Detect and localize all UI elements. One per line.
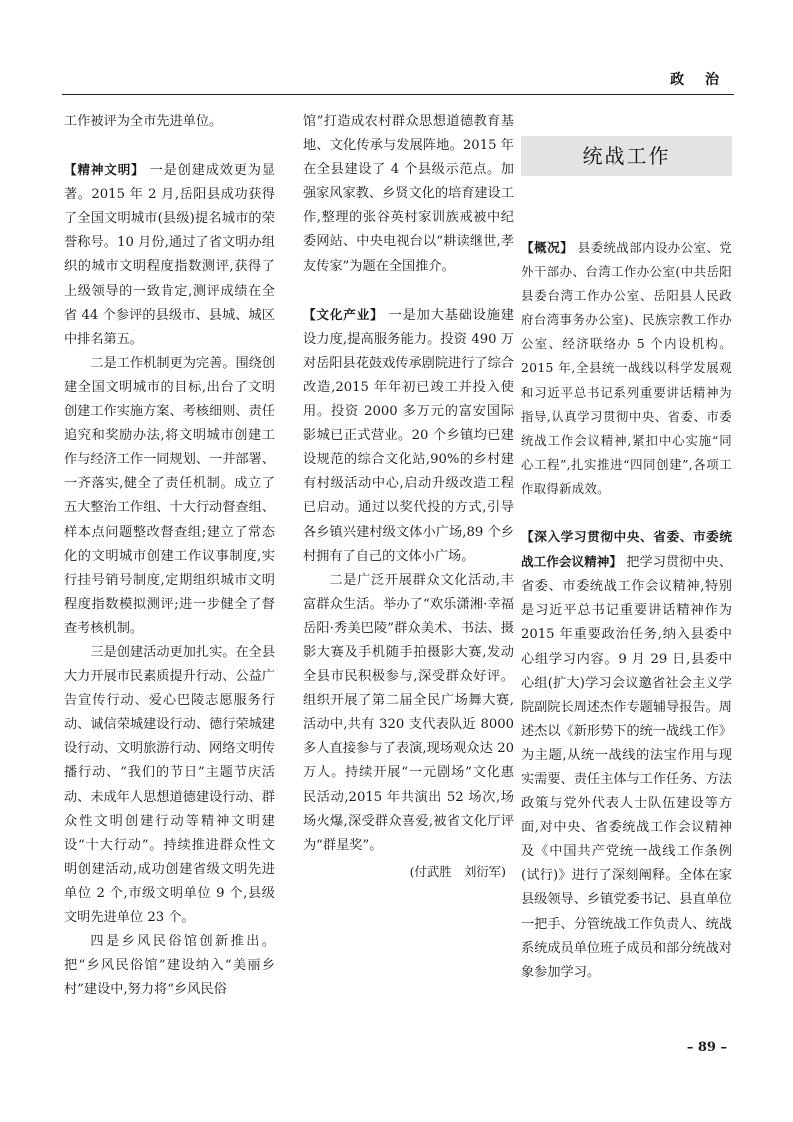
entry-text: 县委统战部内设办公室、党外干部办、台湾工作办公室(中共岳阳县委台湾工作办公室、岳阳县人民政府台湾事务办公室)、民族宗教工作办公室、经济联络办 5 个内设机构。2015 年,全县统一战线以科学发展观和习近平总书记系列重要讲话精神为指导,认真学习贯彻中央、省委、市委统战工作会议精神,紧扣中心实施“同心工程”,扎实推进“四同创建”,各项工作取得新成效。 <box>521 240 732 496</box>
entry-heading: 【精神文明】 <box>64 162 145 178</box>
paragraph: 四是乡风民俗馆创新推出。把“乡风民俗馆”建设纳入“美丽乡村”建设中,努力将“乡风民俗 <box>64 934 275 998</box>
entry-jingshen-wenming <box>64 158 275 352</box>
entry-text: 一是创建成效更为显著。2015 年 2 月,岳阳县成功获得了全国文明城市(县级)提名城市的荣誉称号。10 月份,通过了省文明办组织的城市文明程度指数测评,获得了上级领导的一致肯定,测评成绩在全省 44 个参评的县级市、县城、城区中排名第五。 <box>64 163 276 347</box>
column-3 <box>521 110 732 985</box>
column-1 <box>64 110 275 1002</box>
paragraph-continuation: 馆”打造成农村群众思想道德教育基地、文化传承与发展阵地。2015 年在全县建设了 4 个县级示范点。加强家风家教、乡贤文化的培育建设工作,整理的张谷英村家训族戒被中纪委网站、中央电视台以“耕读继世,孝友传家”为题在全国推介。 <box>303 114 514 274</box>
entry-heading: 【深入学习贯彻中央、省委、市委统战工作会议精神】 <box>521 529 732 570</box>
paragraph-continuation: 工作被评为全市先进单位。 <box>64 114 223 129</box>
entry-heading: 【概况】 <box>521 240 574 255</box>
running-header-title: 政 治 <box>670 72 727 88</box>
header-rule <box>62 94 734 95</box>
entry-gaikuang <box>521 236 732 501</box>
page-number: – 89 – <box>686 1040 727 1055</box>
entry-wenhua-chanye <box>303 303 514 569</box>
column-2 <box>303 110 514 884</box>
entry-shenru-xuexi <box>521 525 732 985</box>
entry-text: 一是加大基础设施建设力度,提高服务能力。投资 490 万对岳阳县花鼓戏传承剧院进行了综合改造,2015 年年初已竣工并投入使用。投资 2000 多万元的富安国际影城已正式营业。20 个乡镇均已建设规范的综合文化站,90%的乡村建有村级活动中心,启动升级改造工程已启动。通过以奖代投的方式,引导各乡镇兴建村级文体小广场,89 个乡村拥有了自己的文体小广场。 <box>303 307 515 564</box>
section-title-box <box>521 136 732 176</box>
paragraph: 二是广泛开展群众文化活动,丰富群众生活。举办了“欢乐潇湘·幸福岳阳·秀美巴陵”群众美术、书法、摄影大赛及手机随手拍摄影大赛,发动全县市民积极参与,深受群众好评。组织开展了第二届全民广场舞大赛,活动中,共有 320 支代表队近 8000 多人直接参与了表演,现场观众达 20 万人。持续开展“一元剧场”文化惠民活动,2015 年共演出 52 场次,场场火爆,深受群众喜爱,被省文化厅评为“群星奖”。 <box>303 572 514 853</box>
author-credit: (付武胜 刘衍军) <box>409 863 506 879</box>
paragraph: 二是工作机制更为完善。围绕创建全国文明城市的目标,出台了文明创建工作实施方案、考核细则、责任追究和奖励办法,将文明城市创建工作与经济工作一同规划、一并部署、一齐落实,健全了责任机制。成立了五大整治工作组、十大行动督查组、样本点问题整改督查组;建立了常态化的文明城市创建工作议事制度,实行挂号销号制度,定期组织城市文明程度指数模拟测评;进一步健全了督查考核机制。 <box>64 355 276 636</box>
entry-text: 把学习贯彻中央、省委、市委统战工作会议精神,特别是习近平总书记重要讲话精神作为 2015 年重要政治任务,纳入县委中心组学习内容。9 月 29 日,县委中心组(扩大)学习会议邀省社会主义学院副院长周述杰作专题辅导报告。周述杰以《新形势下的统一战线工作》为主题,从统一战线的法宝作用与现实需要、责任主体与工作任务、方法政策与党外代表人士队伍建设等方面,对中央、省委统战工作会议精神及《中国共产党统一战线工作条例(试行)》进行了深刻阐释。全体在家县级领导、乡镇党委书记、县直单位一把手、分管统战工作负责人、统战系统成员单位班子成员和部分统战对象参加学习。 <box>521 555 733 980</box>
section-title: 统战工作 <box>582 143 671 168</box>
entry-heading: 【文化产业】 <box>303 306 384 322</box>
paragraph: 三是创建活动更加扎实。在全县大力开展市民素质提升行动、公益广告宣传行动、爱心巴陵志愿服务行动、诚信荣城建设行动、德行荣城建设行动、文明旅游行动、网络文明传播行动、“我们的节日”主题节庆活动、未成年人思想道德建设行动、群众性文明创建行动等精神文明建设“十大行动”。持续推进群众性文明创建活动,成功创建省级文明先进单位 2 个,市级文明单位 9 个,县级文明先进单位 23 个。 <box>64 644 276 925</box>
